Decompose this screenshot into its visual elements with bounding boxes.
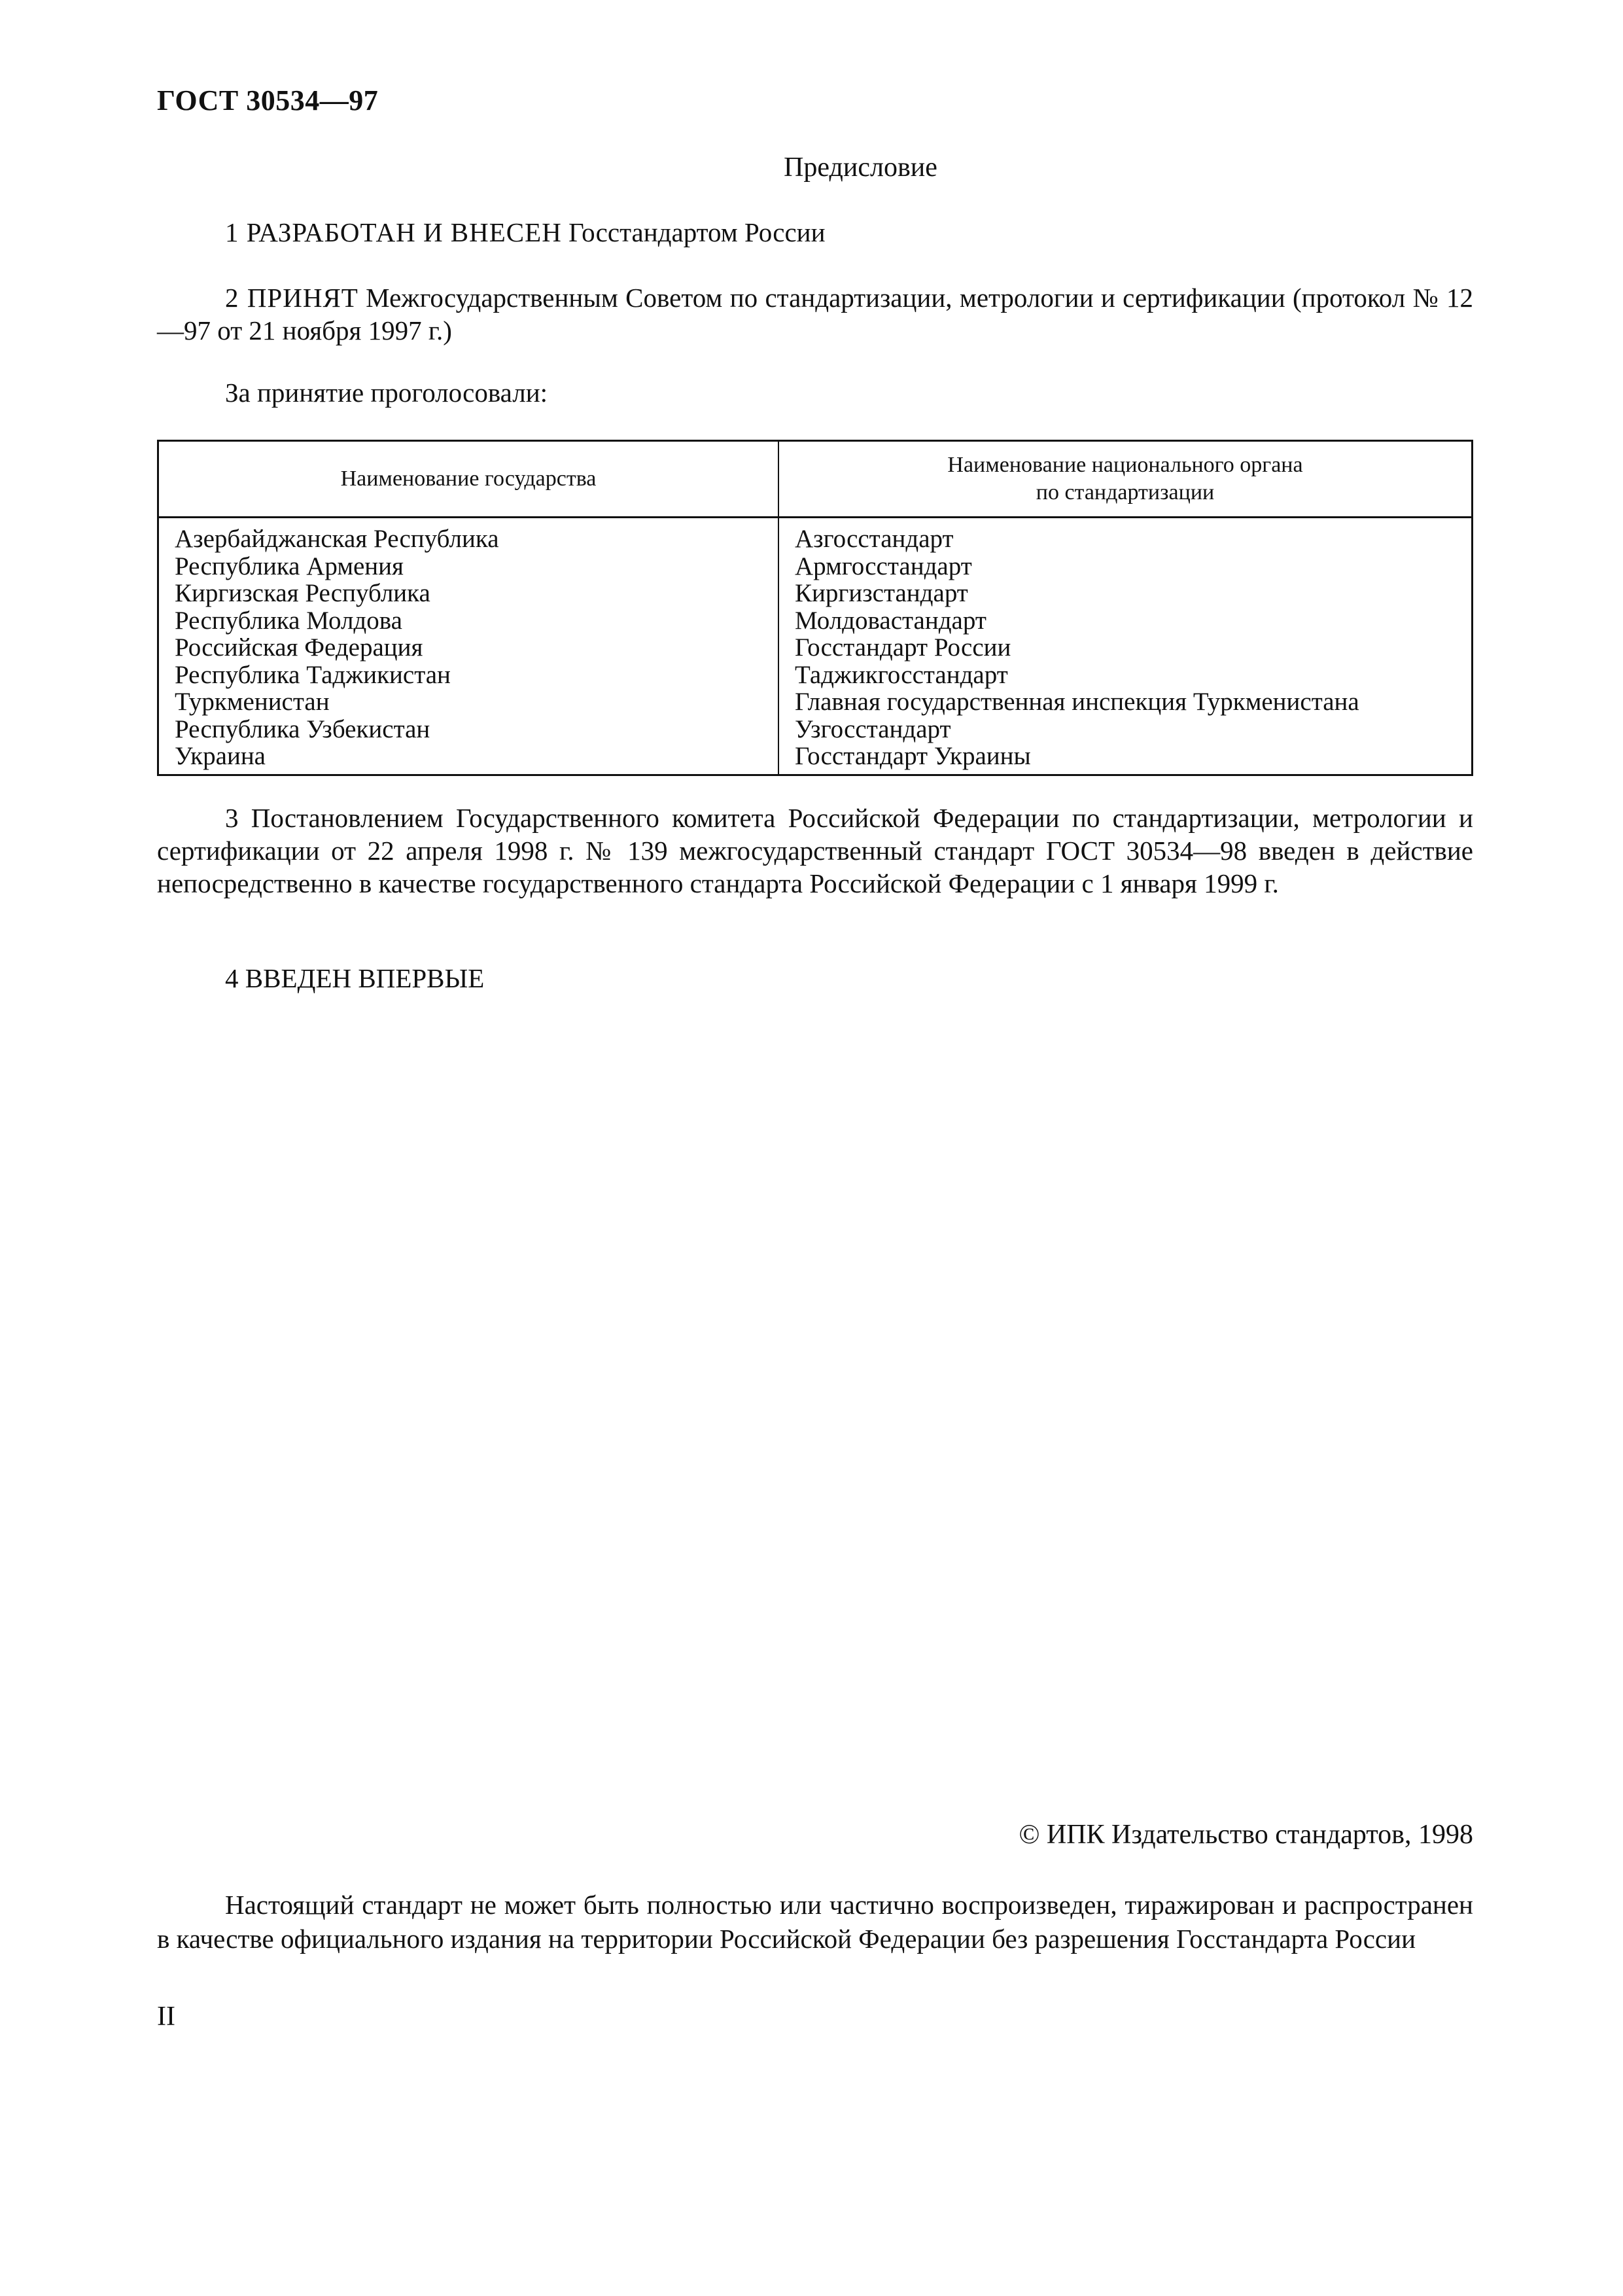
table-column-states [175, 525, 499, 770]
preface-item-2-text: Межгосударственным Советом по стандартизации, метрологии и сертификации (протокол № 12—97 от 21 ноября 1997 г.) [157, 283, 1473, 345]
table-cell-body: Главная государственная инспекция Туркменистана [795, 688, 1359, 716]
table-cell-body: Таджикгосстандарт [795, 660, 1008, 689]
table-header-state [159, 442, 778, 516]
preface-item-1-text: Госстандартом России [561, 217, 826, 247]
table-cell-body: Госстандарт России [795, 633, 1011, 662]
table-cell-body: Молдовастандарт [795, 606, 986, 635]
vote-intro: За принятие проголосовали: [225, 378, 548, 408]
table-header-body-line-2: по стандартизации [1036, 480, 1215, 504]
page-number: II [157, 2002, 175, 2032]
table-cell-state: Российская Федерация [175, 633, 423, 662]
voting-table [157, 440, 1473, 776]
table-cell-body: Киргизстандарт [795, 579, 968, 607]
table-cell-state: Республика Молдова [175, 606, 402, 635]
table-cell-body: Госстандарт Украины [795, 742, 1031, 770]
table-column-bodies [795, 525, 1359, 770]
preface-item-4: 4 ВВЕДЕН ВПЕРВЫЕ [225, 963, 485, 993]
table-cell-state: Украина [175, 742, 266, 770]
table-cell-state: Республика Таджикистан [175, 660, 451, 689]
table-cell-state: Республика Узбекистан [175, 715, 430, 743]
table-header-rule [159, 516, 1471, 518]
document-id: ГОСТ 30534—97 [157, 84, 379, 116]
copyright-notice: © ИПК Издательство стандартов, 1998 [1019, 1820, 1473, 1850]
preface-item-1-lead: 1 РАЗРАБОТАН И ВНЕСЕН [225, 217, 562, 247]
table-cell-state: Республика Армения [175, 552, 404, 580]
table-header-body-line-1: Наименование национального органа [947, 453, 1303, 477]
rights-notice: Настоящий стандарт не может быть полностью или частично воспроизведен, тиражирован и распространен в качестве официального издания на территории Российской Федерации без разрешения Госстандарта России [157, 1890, 1473, 1954]
table-cell-body: Армгосстандарт [795, 552, 972, 580]
table-header-body [779, 442, 1471, 516]
table-cell-state: Киргизская Республика [175, 579, 430, 607]
table-header-state-label: Наименование государства [340, 467, 597, 491]
preface-title: Предисловие [784, 152, 937, 183]
preface-item-1 [157, 216, 1473, 249]
table-cell-body: Азгосстандарт [795, 525, 954, 553]
table-cell-state: Азербайджанская Республика [175, 525, 499, 553]
preface-item-2-lead: 2 ПРИНЯТ [225, 283, 358, 313]
table-cell-state: Туркменистан [175, 688, 330, 716]
preface-item-2 [157, 281, 1473, 347]
table-cell-body: Узгосстандарт [795, 715, 951, 743]
preface-item-3: 3 Постановлением Государственного комитета Российской Федерации по стандартизации, метрологии и сертификации от 22 апреля 1998 г. № 139 межгосударственный стандарт ГОСТ 30534—98 введен в действие непосредственно в качестве государственного стандарта Российской Федерации с 1 января 1999 г. [157, 803, 1473, 898]
